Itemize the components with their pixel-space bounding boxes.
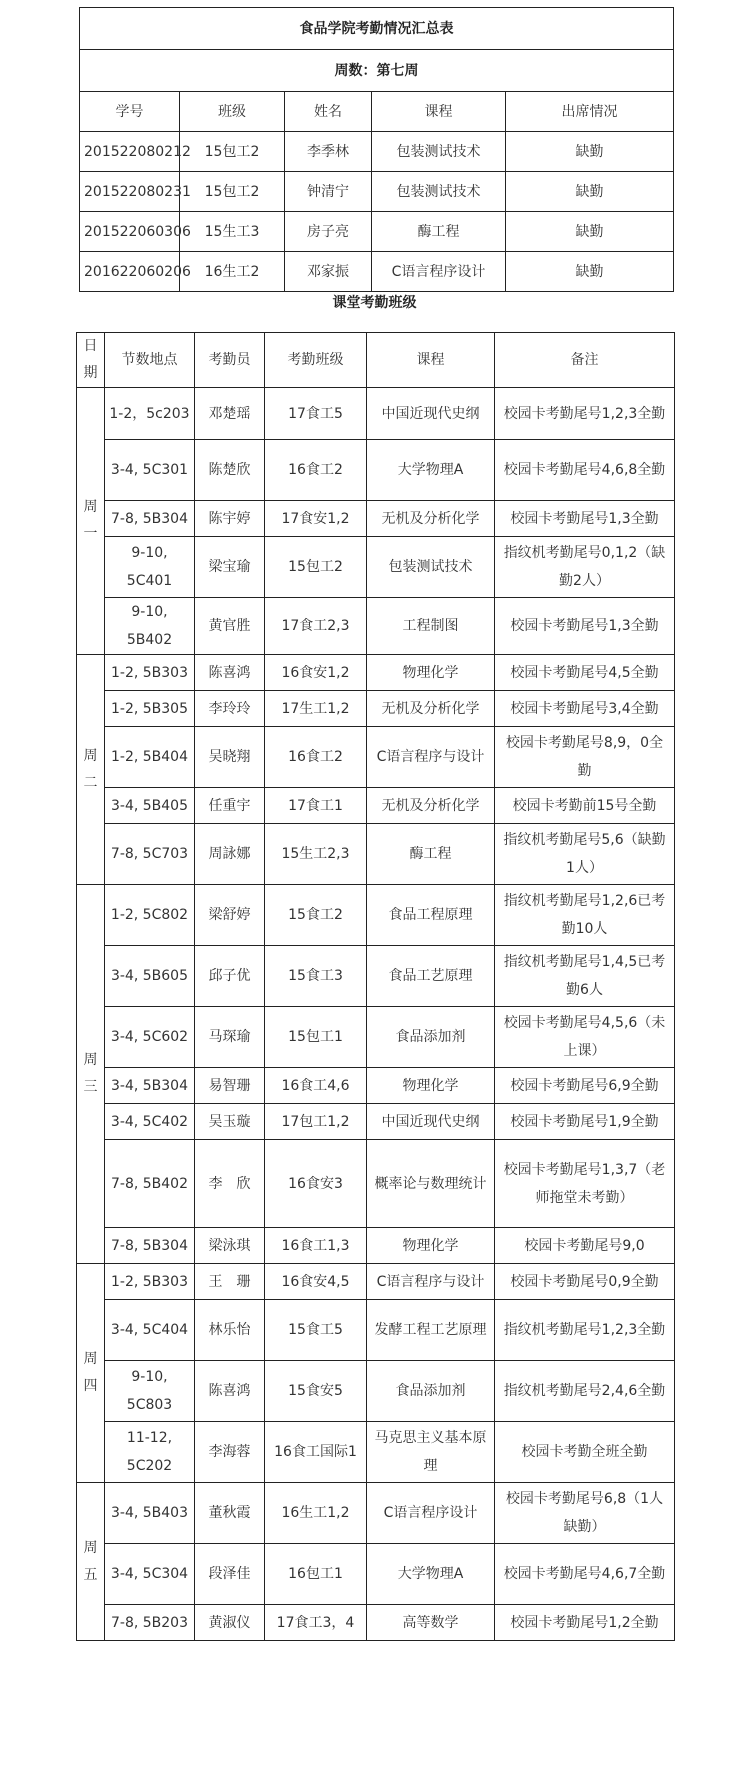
attendance-row [77, 1544, 675, 1605]
attendance-checker: 吴玉璇 [195, 1104, 265, 1140]
course-name: C语言程序与设计 [367, 1264, 495, 1300]
attendance-row [77, 1605, 675, 1641]
remark: 校园卡考勤尾号1,3,7（老师拖堂未考勤） [495, 1140, 675, 1228]
session-location: 9-10, 5C401 [105, 537, 195, 598]
course-name: 概率论与数理统计 [367, 1140, 495, 1228]
summary-header: 姓名 [285, 92, 372, 132]
summary-cell: 16生工2 [180, 252, 285, 292]
day-label: 周二 [77, 655, 105, 885]
attendance-checker: 黄官胜 [195, 598, 265, 655]
summary-table [79, 7, 674, 292]
summary-cell: 缺勤 [506, 252, 674, 292]
remark: 指纹机考勤尾号2,4,6全勤 [495, 1361, 675, 1422]
summary-cell: 邓家振 [285, 252, 372, 292]
attendance-checker: 陈宇婷 [195, 501, 265, 537]
class-name: 15食工5 [265, 1300, 367, 1361]
attendance-row [77, 1104, 675, 1140]
summary-header: 出席情况 [506, 92, 674, 132]
remark: 指纹机考勤尾号1,2,3全勤 [495, 1300, 675, 1361]
attendance-row [77, 1300, 675, 1361]
attendance-checker: 林乐怡 [195, 1300, 265, 1361]
attendance-checker: 吴晓翔 [195, 727, 265, 788]
class-name: 17食工3，4 [265, 1605, 367, 1641]
course-name: 中国近现代史纲 [367, 1104, 495, 1140]
session-location: 3-4, 5B405 [105, 788, 195, 824]
class-name: 15包工1 [265, 1007, 367, 1068]
day-label: 周一 [77, 388, 105, 655]
attendance-checker: 李玲玲 [195, 691, 265, 727]
class-name: 16食工国际1 [265, 1422, 367, 1483]
attendance-row [77, 440, 675, 501]
summary-cell: 房子亮 [285, 212, 372, 252]
session-location: 3-4, 5C602 [105, 1007, 195, 1068]
class-name: 17食工1 [265, 788, 367, 824]
course-name: 包装测试技术 [367, 537, 495, 598]
remark: 校园卡考勤尾号6,9全勤 [495, 1068, 675, 1104]
remark: 校园卡考勤前15号全勤 [495, 788, 675, 824]
summary-cell: 缺勤 [506, 172, 674, 212]
course-name: C语言程序与设计 [367, 727, 495, 788]
class-name: 16生工1,2 [265, 1483, 367, 1544]
summary-cell: 201522080231 [80, 172, 180, 212]
remark: 校园卡考勤尾号4,5全勤 [495, 655, 675, 691]
summary-header: 班级 [180, 92, 285, 132]
session-location: 3-4, 5C404 [105, 1300, 195, 1361]
class-name: 16食安1,2 [265, 655, 367, 691]
class-name: 17包工1,2 [265, 1104, 367, 1140]
day-label: 周三 [77, 885, 105, 1264]
session-location: 9-10, 5B402 [105, 598, 195, 655]
session-location: 1-2, 5B303 [105, 1264, 195, 1300]
detail-header: 日期 [77, 333, 105, 388]
session-location: 11-12, 5C202 [105, 1422, 195, 1483]
session-location: 1-2, 5B305 [105, 691, 195, 727]
class-name: 15生工2,3 [265, 824, 367, 885]
attendance-checker: 任重宇 [195, 788, 265, 824]
attendance-row [77, 1228, 675, 1264]
summary-row [80, 172, 674, 212]
summary-header: 课程 [372, 92, 506, 132]
class-name: 16食工2 [265, 440, 367, 501]
attendance-checker: 陈喜鸿 [195, 1361, 265, 1422]
attendance-checker: 梁舒婷 [195, 885, 265, 946]
detail-caption: 课堂考勤班级 [332, 295, 417, 311]
summary-row [80, 212, 674, 252]
course-name: 食品添加剂 [367, 1361, 495, 1422]
detail-header: 考勤员 [195, 333, 265, 388]
remark: 校园卡考勤尾号1,3全勤 [495, 501, 675, 537]
session-location: 3-4, 5C301 [105, 440, 195, 501]
remark: 指纹机考勤尾号1,4,5已考勤6人 [495, 946, 675, 1007]
course-name: 发酵工程工艺原理 [367, 1300, 495, 1361]
session-location: 1-2，5c203 [105, 388, 195, 440]
class-name: 17生工1,2 [265, 691, 367, 727]
remark: 校园卡考勤尾号6,8（1人缺勤） [495, 1483, 675, 1544]
remark: 校园卡考勤尾号1,2,3全勤 [495, 388, 675, 440]
summary-cell: 缺勤 [506, 212, 674, 252]
course-name: 无机及分析化学 [367, 501, 495, 537]
course-name: 大学物理A [367, 1544, 495, 1605]
attendance-table [76, 332, 675, 1641]
remark: 校园卡考勤尾号4,5,6（未上课） [495, 1007, 675, 1068]
summary-week: 周数：第七周 [80, 50, 674, 92]
session-location: 7-8, 5B402 [105, 1140, 195, 1228]
attendance-checker: 邓楚瑶 [195, 388, 265, 440]
attendance-checker: 董秋霞 [195, 1483, 265, 1544]
attendance-checker: 邱子优 [195, 946, 265, 1007]
course-name: 物理化学 [367, 1068, 495, 1104]
detail-header: 备注 [495, 333, 675, 388]
attendance-checker: 王 珊 [195, 1264, 265, 1300]
course-name: 食品工艺原理 [367, 946, 495, 1007]
session-location: 1-2, 5B404 [105, 727, 195, 788]
detail-header: 节数地点 [105, 333, 195, 388]
summary-cell: 包装测试技术 [372, 132, 506, 172]
course-name: 物理化学 [367, 655, 495, 691]
detail-header: 考勤班级 [265, 333, 367, 388]
class-name: 17食工5 [265, 388, 367, 440]
class-name: 16食工1,3 [265, 1228, 367, 1264]
course-name: C语言程序设计 [367, 1483, 495, 1544]
attendance-checker: 马琛瑜 [195, 1007, 265, 1068]
summary-cell: 201522060306 [80, 212, 180, 252]
class-name: 16食安4,5 [265, 1264, 367, 1300]
attendance-row [77, 1361, 675, 1422]
attendance-row [77, 501, 675, 537]
remark: 校园卡考勤尾号9,0 [495, 1228, 675, 1264]
attendance-checker: 易智珊 [195, 1068, 265, 1104]
day-label: 周五 [77, 1483, 105, 1641]
attendance-row [77, 655, 675, 691]
session-location: 3-4, 5B304 [105, 1068, 195, 1104]
course-name: 食品工程原理 [367, 885, 495, 946]
attendance-row [77, 1483, 675, 1544]
remark: 指纹机考勤尾号1,2,6已考勤10人 [495, 885, 675, 946]
session-location: 3-4, 5C402 [105, 1104, 195, 1140]
attendance-row [77, 388, 675, 440]
remark: 指纹机考勤尾号0,1,2（缺勤2人） [495, 537, 675, 598]
course-name: 中国近现代史纲 [367, 388, 495, 440]
summary-cell: 包装测试技术 [372, 172, 506, 212]
summary-cell: 15生工3 [180, 212, 285, 252]
attendance-checker: 周詠娜 [195, 824, 265, 885]
attendance-checker: 梁宝瑜 [195, 537, 265, 598]
session-location: 7-8, 5B304 [105, 1228, 195, 1264]
course-name: 大学物理A [367, 440, 495, 501]
class-name: 15食安5 [265, 1361, 367, 1422]
course-name: 工程制图 [367, 598, 495, 655]
class-name: 16食工4,6 [265, 1068, 367, 1104]
detail-header: 课程 [367, 333, 495, 388]
attendance-row [77, 1140, 675, 1228]
course-name: 食品添加剂 [367, 1007, 495, 1068]
attendance-row [77, 1422, 675, 1483]
remark: 校园卡考勤尾号1,3全勤 [495, 598, 675, 655]
attendance-row [77, 537, 675, 598]
session-location: 9-10, 5C803 [105, 1361, 195, 1422]
attendance-checker: 陈喜鸿 [195, 655, 265, 691]
summary-cell: 15包工2 [180, 132, 285, 172]
class-name: 15包工2 [265, 537, 367, 598]
remark: 校园卡考勤尾号4,6,7全勤 [495, 1544, 675, 1605]
attendance-row [77, 824, 675, 885]
summary-cell: 酶工程 [372, 212, 506, 252]
summary-row [80, 252, 674, 292]
remark: 校园卡考勤尾号0,9全勤 [495, 1264, 675, 1300]
remark: 校园卡考勤尾号3,4全勤 [495, 691, 675, 727]
attendance-checker: 黄淑仪 [195, 1605, 265, 1641]
attendance-row [77, 598, 675, 655]
summary-cell: 15包工2 [180, 172, 285, 212]
class-name: 17食工2,3 [265, 598, 367, 655]
remark: 校园卡考勤尾号1,9全勤 [495, 1104, 675, 1140]
summary-cell: C语言程序设计 [372, 252, 506, 292]
class-name: 15食工3 [265, 946, 367, 1007]
summary-header: 学号 [80, 92, 180, 132]
attendance-checker: 李 欣 [195, 1140, 265, 1228]
summary-cell: 李季林 [285, 132, 372, 172]
summary-cell: 缺勤 [506, 132, 674, 172]
attendance-row [77, 1264, 675, 1300]
attendance-checker: 陈楚欣 [195, 440, 265, 501]
course-name: 无机及分析化学 [367, 788, 495, 824]
attendance-row [77, 885, 675, 946]
day-label: 周四 [77, 1264, 105, 1483]
summary-cell: 201622060206 [80, 252, 180, 292]
remark: 校园卡考勤尾号1,2全勤 [495, 1605, 675, 1641]
course-name: 物理化学 [367, 1228, 495, 1264]
session-location: 1-2, 5B303 [105, 655, 195, 691]
remark: 校园卡考勤尾号4,6,8全勤 [495, 440, 675, 501]
attendance-checker: 李海蓉 [195, 1422, 265, 1483]
class-name: 17食安1,2 [265, 501, 367, 537]
attendance-row [77, 1068, 675, 1104]
attendance-row [77, 946, 675, 1007]
course-name: 酶工程 [367, 824, 495, 885]
remark: 校园卡考勤尾号8,9，0全勤 [495, 727, 675, 788]
attendance-row [77, 727, 675, 788]
session-location: 7-8, 5B203 [105, 1605, 195, 1641]
course-name: 无机及分析化学 [367, 691, 495, 727]
class-name: 16食安3 [265, 1140, 367, 1228]
session-location: 7-8, 5C703 [105, 824, 195, 885]
course-name: 马克思主义基本原理 [367, 1422, 495, 1483]
attendance-checker: 段泽佳 [195, 1544, 265, 1605]
attendance-checker: 梁泳琪 [195, 1228, 265, 1264]
summary-cell: 钟清宁 [285, 172, 372, 212]
class-name: 15食工2 [265, 885, 367, 946]
session-location: 3-4, 5C304 [105, 1544, 195, 1605]
summary-cell: 201522080212 [80, 132, 180, 172]
class-name: 16包工1 [265, 1544, 367, 1605]
session-location: 7-8, 5B304 [105, 501, 195, 537]
class-name: 16食工2 [265, 727, 367, 788]
attendance-row [77, 691, 675, 727]
session-location: 3-4, 5B605 [105, 946, 195, 1007]
remark: 指纹机考勤尾号5,6（缺勤1人） [495, 824, 675, 885]
attendance-row [77, 788, 675, 824]
attendance-row [77, 1007, 675, 1068]
remark: 校园卡考勤全班全勤 [495, 1422, 675, 1483]
session-location: 1-2, 5C802 [105, 885, 195, 946]
summary-row [80, 132, 674, 172]
session-location: 3-4, 5B403 [105, 1483, 195, 1544]
summary-title: 食品学院考勤情况汇总表 [80, 8, 674, 50]
course-name: 高等数学 [367, 1605, 495, 1641]
